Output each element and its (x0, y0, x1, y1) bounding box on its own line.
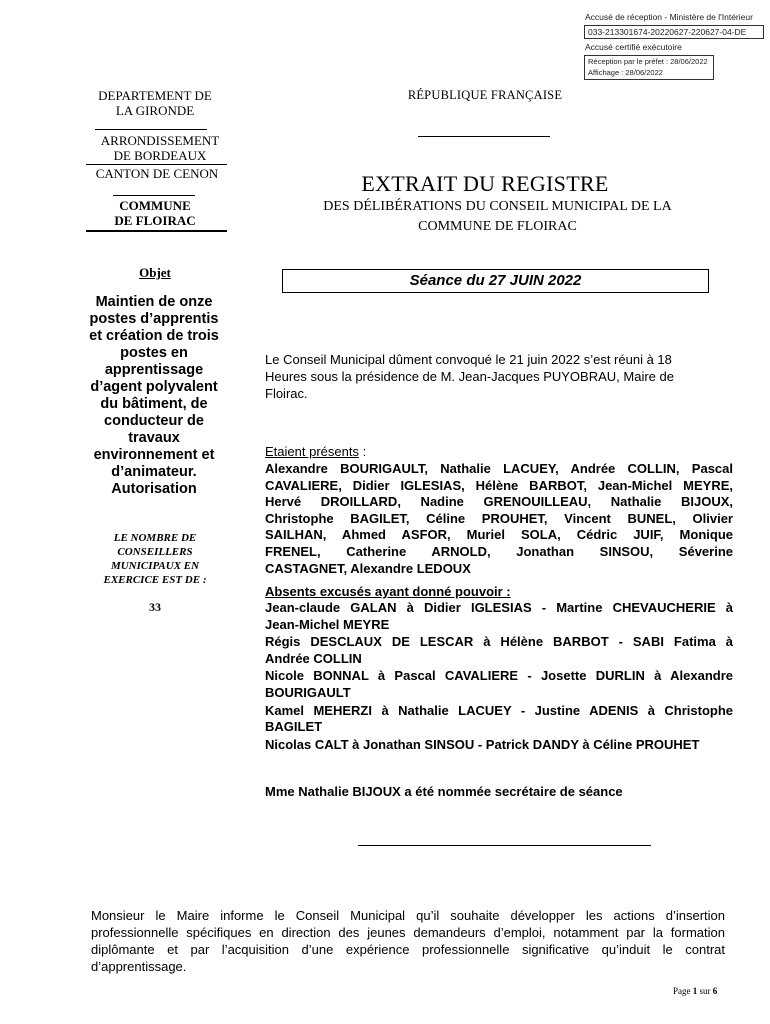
objet-text (76, 294, 232, 498)
departement-line1: DEPARTEMENT DE (98, 88, 212, 103)
departement (80, 88, 230, 118)
page-subtitle (290, 197, 705, 237)
absents-line: Jean-claude GALAN à Didier IGLESIAS - Martine CHEVAUCHERIE à (265, 600, 733, 615)
canton: CANTON DE CENON (95, 166, 219, 181)
nombre-line2: CONSEILLERS (117, 546, 193, 558)
divider (418, 136, 550, 137)
presents-line: Hervé DROILLARD, Nadine GRENOUILLEAU, Nathalie BIJOUX, (265, 494, 733, 510)
seance-date-box: Séance du 27 JUIN 2022 (282, 269, 709, 293)
commune-line1: COMMUNE (119, 198, 191, 213)
divider (358, 845, 651, 846)
stamp-reception: Réception par le préfet : 28/06/2022 (588, 57, 708, 66)
intro-line: Heures sous la présidence de M. Jean-Jacques PUYOBRAU, Maire de (265, 369, 674, 384)
objet-line: travaux (128, 430, 180, 446)
page-total: 6 (712, 986, 718, 996)
conseillers-count-value: 33 (149, 600, 161, 614)
absents-line: Jean-Michel MEYRE (265, 616, 390, 632)
stamp-affichage: Affichage : 28/06/2022 (588, 68, 663, 77)
page-number (673, 986, 717, 996)
absents-line: Régis DESCLAUX DE LESCAR à Hélène BARBOT - SABI Fatima à (265, 634, 733, 650)
nombre-line3: MUNICIPAUX EN (110, 560, 200, 572)
objet-line: conducteur de (104, 413, 204, 429)
arrondissement-line2: DE BORDEAUX (113, 148, 207, 163)
intro-line: Le Conseil Municipal dûment convoqué le 21 juin 2022 s’est réuni à 18 (265, 352, 672, 367)
commune-line2: DE FLOIRAC (114, 213, 196, 228)
absents-line: BOURIGAULT (265, 684, 351, 700)
divider (113, 195, 195, 196)
page-title: EXTRAIT DU REGISTRE (361, 171, 609, 196)
presents-line: CAVALIERE, Didier IGLESIAS, Hélène BARBOT, Jean-Michel MEYRE, (265, 477, 733, 493)
absents-line: Kamel MEHERZI à Nathalie LACUEY - Justine ADENIS à Christophe (265, 702, 733, 718)
intro-line: Floirac. (265, 386, 308, 401)
conseillers-count-label (80, 531, 230, 587)
presents-line: Alexandre BOURIGAULT, Nathalie LACUEY, Andrée COLLIN, Pascal (265, 461, 733, 476)
absents-line: Nicole BONNAL à Pascal CAVALIERE - Josette DURLIN à Alexandre (265, 668, 733, 684)
objet-line: apprentissage (104, 362, 204, 378)
arrondissement (80, 133, 240, 163)
stamp-header: Accusé de réception - Ministère de l'Intérieur (585, 12, 753, 22)
presents-label: Etaient présents (265, 444, 359, 459)
page-current: 1 (692, 986, 698, 996)
presents-line: FRENEL, Catherine ARNOLD, Jonathan SINSOU, Séverine (265, 543, 733, 559)
secretaire-line: Mme Nathalie BIJOUX a été nommée secrétaire de séance (265, 784, 623, 799)
objet-line: du bâtiment, de (100, 396, 208, 412)
objet-line: environnement et (93, 447, 215, 463)
absents-list (265, 600, 733, 753)
arrondissement-line1: ARRONDISSEMENT (100, 133, 220, 148)
divider (86, 230, 227, 232)
objet-line: et création de trois (89, 328, 219, 344)
objet-line: d’animateur. (111, 464, 197, 480)
objet-line: postes en (120, 345, 188, 361)
objet-line: Maintien de onze (95, 294, 213, 310)
intro-paragraph (265, 351, 725, 402)
presents-line: CASTAGNET, Alexandre LEDOUX (265, 560, 471, 576)
page-prefix: Page (673, 986, 693, 996)
presents-line: Christophe BAGILET, Céline PROUHET, Vincent BUNEL, Olivier (265, 510, 733, 526)
divider (95, 129, 207, 130)
subtitle-line2: COMMUNE DE FLOIRAC (418, 219, 577, 234)
presents-colon: : (358, 444, 367, 459)
presents-heading (265, 444, 733, 461)
divider (86, 164, 227, 165)
commune (80, 198, 230, 228)
subtitle-line1: DES DÉLIBÉRATIONS DU CONSEIL MUNICIPAL DE LA (323, 199, 672, 214)
absents-line: BAGILET (265, 719, 323, 735)
nombre-line1: LE NOMBRE DE (113, 532, 197, 544)
stamp-executoire: Accusé certifié exécutoire (585, 42, 682, 52)
objet-title: Objet (139, 265, 171, 280)
absents-label: Absents excusés ayant donné pouvoir : (265, 584, 511, 599)
objet-line: postes d’apprentis (89, 311, 219, 327)
body-paragraph: Monsieur le Maire informe le Conseil Municipal qu’il souhaite développer les actions d’insertion professionnelle spécifiques en direction des jeunes demandeurs d’emploi, notamment par la formation diplômante et par l’acquisition d’une expérience professionnelle significative qu’induit le contrat d’apprentissage. (91, 908, 725, 974)
stamp-dates-box (584, 55, 714, 80)
page-middle: sur (697, 986, 713, 996)
republique-francaise: RÉPUBLIQUE FRANÇAISE (407, 88, 563, 102)
presents-list (265, 461, 733, 577)
absents-line: Nicolas CALT à Jonathan SINSOU - Patrick DANDY à Céline PROUHET (265, 736, 700, 752)
absents-heading (265, 584, 733, 601)
stamp-id: 033-213301674-20220627-220627-04-DE (584, 25, 764, 39)
objet-line: d’agent polyvalent (90, 379, 218, 395)
absents-line: Andrée COLLIN (265, 650, 362, 666)
presents-line: SAILHAN, Ahmed ASFOR, Muriel SOLA, Cédric JUIF, Monique (265, 527, 733, 543)
nombre-line4: EXERCICE EST DE : (103, 574, 207, 586)
objet-line: Autorisation (111, 481, 197, 497)
departement-line2: LA GIRONDE (115, 103, 195, 118)
